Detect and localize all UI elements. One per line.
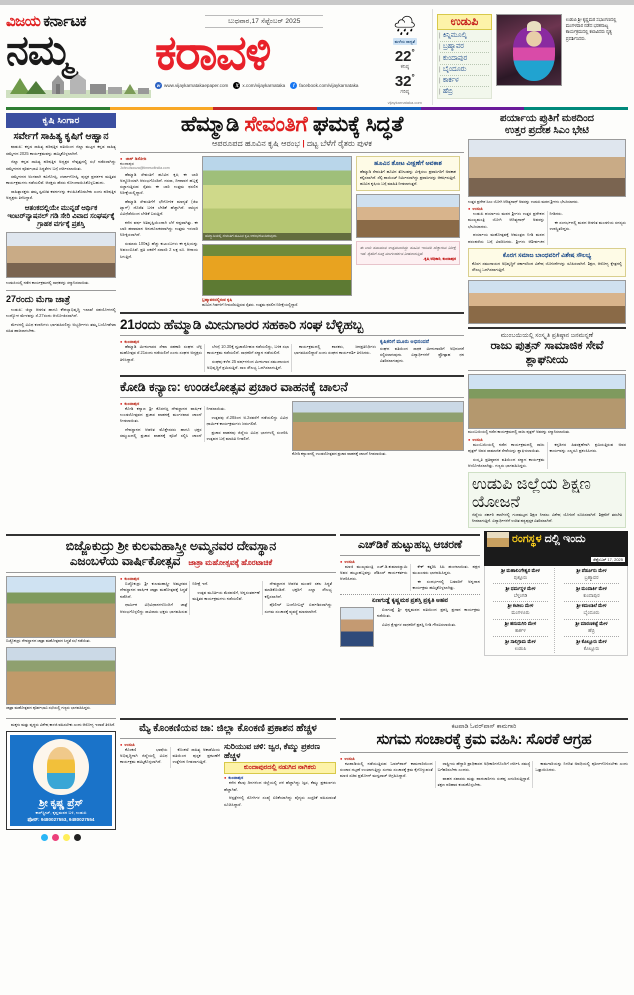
sidebar-para: ಸಾಹಿತ್ಯಾಸಕ್ತರು ತಮ್ಮ ಸ್ವರಚಿತ ಕವನಗಳನ್ನು ಕಳುಹಿಸಿಕೊಡಬೇಕು ಎಂದು ಪರಿಷತ್ತಿನ ಅಧ್ಯಕ್ಷರು ತಿಳಿಸಿದ್ದಾರೆ. (6, 189, 116, 201)
procession-photo (356, 194, 460, 238)
hdk-byline: ● ಉಡುಪಿ (340, 559, 480, 564)
registration-dots (6, 834, 116, 841)
stage-name: ಶ್ರೀ ಪೆರ್ಡೂರು ಮೇಳ (576, 567, 607, 573)
city-item[interactable]: | ಬ್ರಹ್ಮಾವರ (440, 42, 489, 53)
lead-para: ಹೆಮ್ಮಾಡಿ ಸೇವಂತಿಗೆ ಹೂವಿನ ಕೃಷಿ ಈ ಬಾರಿ ಅದ್ಧೂರಿಯಾಗಿ ಆರಂಭಗೊಂಡಿದೆ. ದಸರಾ, ದೀಪಾವಳಿ ಹಬ್ಬಕ್ಕೆ ಸಜ್ಜಾಗುತ್ತಿರುವ ರೈತರು ಈ ಬಾರಿ ಉತ್ತಮ ಫಸಲಿನ ನಿರೀಕ್ಷೆಯಲ್ಲಿದ್ದಾರೆ. (120, 171, 198, 196)
right-box1-title: ಕೊರಗ ಸಮಾಜ ಬಾಂಧವರಿಗೆ ವಿಶೇಷ ಸೌಲಭ್ಯ (502, 251, 592, 259)
max-temp-label: ಗರಿಷ್ಠ (400, 89, 410, 95)
temple-photo1-caption: ಬಿಜ್ಜೊಕುದ್ರು ದೇವಸ್ಥಾನದ ಜಾತ್ರಾ ಮಹೋತ್ಸವದ ಸಿದ್ಧತೆ ಸಭೆ ನಡೆಯಿತು. (6, 639, 91, 644)
city-item[interactable]: | ಬೈಂದೂರು (440, 65, 489, 76)
stage-box-header (484, 531, 628, 548)
stage-place: ಕೊಲ್ಲೂರು (583, 645, 600, 651)
stage-place: ಹೆಬ್ರಿ (588, 628, 595, 634)
stage-entry (487, 621, 554, 635)
right-story2-headline: ರಾಜು ಪುತ್ರನ್ ಸಾಮಾಜಿಕ ಸೇವೆ ಶ್ಲಾಘನೀಯ (490, 340, 604, 366)
stage-col-1 (487, 568, 555, 653)
globe-icon: w (156, 83, 161, 88)
temple-subline (6, 554, 336, 569)
stage-date-row (484, 548, 628, 566)
bottom-story-c (340, 715, 628, 841)
temple-para: ಪೊಲೀಸ್ ಬಂದೋಬಸ್ತ್ ಏರ್ಪಡಿಸಲಾಗಿದ್ದು ಸುಗಮ ಸಂಚಾರಕ್ಕೆ ವ್ಯವಸ್ಥೆ ಮಾಡಲಾಗಿದೆ. (264, 602, 332, 614)
divider (120, 718, 336, 720)
divider (6, 534, 336, 536)
hdk-para: ಈ ಸಂದರ್ಭದಲ್ಲಿ ಬಡವರಿಗೆ ಅನ್ನದಾನ ಕಾರ್ಯಕ್ರಮ ಹಮ್ಮಿಕೊಳ್ಳಲಾಗಿತ್ತು. (412, 578, 480, 590)
bottom-c-byline: ● ಉಡುಪಿ (340, 756, 628, 761)
felicitation-photo (468, 374, 626, 429)
stage-entry (558, 568, 625, 582)
hdk-para: ಮಾಜಿ ಮುಖ್ಯಮಂತ್ರಿ ಎಚ್.ಡಿ.ಕುಮಾರಸ್ವಾಮಿ ಅವರ ಹುಟ್ಟುಹಬ್ಬವನ್ನು ಜೆಡಿಎಸ್ ಕಾರ್ಯಕರ್ತರು ಆಚರಿಸಿದರು. (340, 563, 408, 582)
bottom-ad-col (6, 715, 116, 841)
krishna-figure (47, 747, 75, 789)
ad-phone: ಫೋನ್: 9480027553, 9480027554 (27, 817, 95, 823)
right-story1-byline: ● ಉಡುಪಿ (468, 206, 626, 211)
sidebar-photo (6, 232, 116, 278)
flower-field-photo (202, 156, 352, 241)
color-rule (6, 107, 628, 110)
stage-entry (558, 639, 625, 653)
right-story2-byline: ● ಉಡುಪಿ (468, 437, 626, 442)
story2-para: ಕಾರ್ಯಕ್ರಮದಲ್ಲಿ ಶಾಸಕರು, ಜನಪ್ರತಿನಿಧಿಗಳು ಭಾಗವಹಿಸಲಿದ್ದಾರೆ ಎಂದು ಸಂಘದ ಕಾರ್ಯದರ್ಶಿ ತಿಳಿಸಿದರು. (294, 344, 376, 356)
stage-name: ಶ್ರೀ ಸಾಲಿಗ್ರಾಮ ಮೇಳ (505, 638, 536, 644)
left-sidebar (6, 113, 116, 528)
temple-para: ಬಿಜ್ಜೊಕುದ್ರು ಶ್ರೀ ಕುಲಮಹಾಸ್ತ್ರೀ ಅಮ್ಮನವರ ದೇವಸ್ಥಾನದ ವಾರ್ಷಿಕ ಜಾತ್ರಾ ಮಹೋತ್ಸವಕ್ಕೆ ಸಿದ್ಧತೆ ನಡೆದಿದೆ. (120, 581, 188, 599)
link-facebook-label: facebook.com/vijaykarnataka (299, 83, 359, 88)
temple-story (6, 531, 336, 713)
stage-entry (487, 639, 554, 653)
sidebar-body (6, 144, 116, 201)
masthead-title-block (155, 9, 374, 105)
ad-inner (10, 735, 112, 826)
lead-sidebox-col (356, 156, 460, 309)
right-story2-kicker: ಮುಂಬಯಿಯಲ್ಲಿ ಸಂಸ್ಕೃತಿ ಪ್ರತಿಷ್ಠಾನ ಜನಮನ್ನಣೆ (500, 332, 594, 340)
dancer-figure (513, 27, 555, 81)
right-box2-title: ಉಡುಪಿ ಜಿಲ್ಲೆಯ ಶಿಕ್ಷಣ ಯೋಜನೆ (472, 475, 591, 511)
temple-photo-col (6, 576, 116, 712)
edition-title: ಉಡುಪಿ (437, 14, 492, 30)
temple-kicker: ಜಾತ್ರಾ ಮಹೋತ್ಸವಕ್ಕೆ ಹೊರಟಾಚಿಕೆ (188, 558, 273, 568)
story3-layout (120, 401, 464, 458)
weather-badge: ಮಳೆಯ ಸಾಧ್ಯತೆ (394, 39, 415, 44)
city-item[interactable]: | ಹೆಬ್ರಿ (440, 87, 489, 97)
advertisement (6, 731, 116, 830)
story3-body (120, 406, 288, 442)
right-story1-body (468, 211, 626, 245)
bottom-c-kicker: ಕಟಪಾಡಿ ಓವರ್‌ಪಾಸ್ ಕಾಮಗಾರಿ (451, 723, 517, 731)
main-column (120, 113, 464, 528)
bottom-story-ab (120, 715, 336, 841)
lead-text-col (120, 156, 198, 309)
bottom-c-body (340, 761, 628, 788)
stage-entry (558, 586, 625, 600)
sidebar-photo-caption: ಉಡುಪಿಯಲ್ಲಿ ನಡೆದ ಕಾರ್ಯಕ್ರಮದಲ್ಲಿ ಸಾಧಕರನ್ನು ಸನ್ಮಾನಿಸಲಾಯಿತು. (6, 280, 90, 285)
bottom-left-text (6, 722, 116, 728)
weather-url: vijaykarnataka.com (387, 100, 422, 105)
lead-subhead (120, 139, 464, 149)
right-box1-text: ಕೊರಗ ಸಮುದಾಯದ ಅಭಿವೃದ್ಧಿಗೆ ಸರ್ಕಾರದಿಂದ ವಿಶೇಷ ಯೋಜನೆಗಳನ್ನು ರೂಪಿಸಲಾಗಿದೆ. ಶಿಕ್ಷಣ, ಆರೋಗ್ಯ ಕ್ಷೇತ್ರದಲ್ಲಿ ಸೌಲಭ್ಯ ಒದಗಿಸಲಾಗುತ್ತಿದೆ. (472, 261, 622, 273)
temple-para: ದೇವಸ್ಥಾನದ ಆಡಳಿತ ಮಂಡಳಿ ಸಕಲ ಸಿದ್ಧತೆ ಮಾಡಿಕೊಂಡಿದೆ. ಭಕ್ತರಿಗೆ ಎಲ್ಲಾ ಸೌಲಭ್ಯ ಕಲ್ಪಿಸಲಾಗಿದೆ. (264, 581, 332, 599)
temple-sub: ಎಜಂಬಳೆಯ ವಾರ್ಷಿಕೋತ್ಸವ (69, 554, 181, 569)
lead-byline-email: John.dsouza@timesofindia.com (120, 165, 170, 170)
stage-entry (487, 586, 554, 600)
divider (6, 718, 116, 719)
stage-place: ಕುಂದಾಪುರ (583, 592, 600, 598)
stage-entry (487, 568, 554, 582)
link-epaper-label: www.vijaykarnatakaepaper.com (164, 83, 229, 88)
weather-min-temp: 22° (394, 48, 415, 65)
bottom-c-para: ವಾಹನ ಸವಾರರು ಮತ್ತು ಪಾದಚಾರಿಗಳು ಸಂಕಷ್ಟ ಎದುರಿಸುತ್ತಿದ್ದಾರೆ. ತಕ್ಷಣ ಪರಿಹಾರ ಕಂಡುಕೊಳ್ಳಬೇಕು. (437, 775, 531, 787)
story2-layout (120, 339, 464, 371)
stage-name: ಶ್ರೀ ಮಾರಣಕಟ್ಟೆ ಮೇಳ (575, 621, 608, 627)
bottom-c-para: ರಾಷ್ಟ್ರೀಯ ಹೆದ್ದಾರಿ ಪ್ರಾಧಿಕಾರದ ಅಧಿಕಾರಿಗಳೊಂದಿಗೆ ಚರ್ಚಿಸಿ ಸಮಸ್ಯೆ ಬಗೆಹರಿಸಬೇಕು ಎಂದರು. (437, 760, 531, 772)
lead-subhead-right: ದಟ್ಟ ಬೆಳೆಗೆ ರೈತರು ಪುಳಕ (306, 138, 372, 148)
story3-byline: ● ಕುಂದಾಪುರ (120, 401, 288, 406)
max-temp-value: 32 (394, 73, 412, 90)
stage-name: ಶ್ರೀ ಮಂದಾರ್ತಿ ಮೇಳ (576, 585, 607, 591)
edition-city-list (437, 30, 492, 99)
min-temp-value: 22 (394, 48, 412, 65)
lead-para: ಸುಮಾರು 100ಕ್ಕೂ ಹೆಚ್ಚು ಕುಟುಂಬಗಳು ಈ ಕೃಷಿಯನ್ನು ಅವಲಂಬಿಸಿವೆ. ಪ್ರತಿ ಎಕರೆಗೆ ಸರಾಸರಿ 2 ಲಕ್ಷ ರೂ. ಆದಾಯ ಸಿಗುತ್ತಿದೆ. (120, 241, 198, 259)
stage-place: ಕಾರ್ಕಳ (515, 628, 526, 634)
right-box2-text: ಜಿಲ್ಲೆಯ ಸರ್ಕಾರಿ ಶಾಲೆಗಳಲ್ಲಿ ಗುಣಮಟ್ಟದ ಶಿಕ್ಷಣ ನೀಡಲು ವಿಶೇಷ ಯೋಜನೆ ರೂಪಿಸಲಾಗಿದೆ. ಶಿಕ್ಷಕರಿಗೆ ತರಬೇತಿ ನೀಡಲಾಗುತ್ತಿದೆ. ವಿದ್ಯಾರ್ಥಿಗಳಿಗೆ ಉಚಿತ ಪಠ್ಯಪುಸ್ತಕ ವಿತರಿಸಲಾಗಿದೆ. (472, 511, 622, 523)
temple-para: ಧಾರ್ಮಿಕ ವಿಧಿವಿಧಾನಗಳೊಂದಿಗೆ ಜಾತ್ರೆ ಆರಂಭಗೊಳ್ಳಲಿದ್ದು ಸಾವಿರಾರು ಭಕ್ತರು ಭಾಗವಹಿಸುವ ನಿರೀಕ್ಷೆ ಇದೆ. (120, 581, 209, 614)
hdk-sub-layout (340, 607, 480, 647)
photo-caption: ಹೆಮ್ಮಾಡಿಯಲ್ಲಿ ಸೇವಂತಿಗೆ ಹೂವಿನ ಕೃಷಿ ಆರಂಭಗೊಂಡಿರುವುದು. (203, 233, 351, 240)
bottom-left-para: ಮಕ್ಕಳು ಮತ್ತು ವೃದ್ಧರು ವಿಶೇಷ ಕಾಳಜಿ ವಹಿಸಬೇಕು ಎಂದು ಆರೋಗ್ಯ ಇಲಾಖೆ ತಿಳಿಸಿದೆ. (11, 722, 116, 728)
stage-entry (558, 603, 625, 617)
bottom-c-headline: ಸುಗಮ ಸಂಚಾರಕ್ಕೆ ಕ್ರಮ ವಹಿಸಿ: ಸೊರಕೆ ಆಗ್ರಹ (376, 731, 592, 749)
divider (340, 594, 480, 595)
chariot-photo (292, 401, 464, 451)
bottom-c-para: ಕಾಮಗಾರಿಯನ್ನು ನಿಗದಿತ ಅವಧಿಯಲ್ಲಿ ಪೂರ್ಣಗೊಳಿಸಬೇಕು ಎಂದು ಒತ್ತಾಯಿಸಿದರು. (535, 760, 628, 772)
link-x[interactable] (233, 82, 285, 89)
quote-author: -ಕೃಷಿ ಅಧಿಕಾರಿ, ಕುಂದಾಪುರ (423, 256, 456, 261)
side-box-title: ಹೂವಿನ ತೋಟ ವೀಕ್ಷಣೆಗೆ ಅವಕಾಶ (374, 159, 442, 167)
side-box-text: ಹೆಮ್ಮಾಡಿ ಸೇವಂತಿಗೆ ಹೂವಿನ ತೋಟವನ್ನು ವೀಕ್ಷಿಸಲು ಪ್ರವಾಸಿಗರಿಗೆ ಅವಕಾಶ ಕಲ್ಪಿಸಲಾಗಿದೆ. ಸೆಲ್ಫಿ ಪಾಯಿಂಟ್ ನಿರ್ಮಿಸಲಾಗಿದ್ದು ಪ್ರವಾಸಿಗರನ್ನು ಆಕರ್ಷಿಸುತ್ತಿದೆ. ಹೂವಿನ ಕೃಷಿಯ ಬಗ್ಗೆ ಮಾಹಿತಿ ನೀಡಲಾಗುತ್ತದೆ. (360, 169, 456, 187)
stage-name: ಶ್ರೀ ಕೊಲ್ಲೂರು ಮೇಳ (576, 638, 607, 644)
stage-name: ಶ್ರೀ ಧರ್ಮಸ್ಥಳ ಮೇಳ (505, 585, 536, 591)
right-h1-l2: ಉತ್ತರ ಪ್ರದೇಶ ಸಿಎಂ ಭೇಟಿ (505, 125, 589, 136)
marigold-photo (202, 244, 352, 296)
story2-sidebox (380, 339, 464, 371)
right-story2-body (468, 442, 626, 469)
temple-body (120, 581, 332, 615)
lead-headline (120, 113, 464, 137)
story2-sidebox-title: ಕೃಷಿಕರಿಗೆ ಮೂರು ಅಭಿನಂದನೆ (380, 339, 429, 346)
masthead (0, 5, 634, 105)
byline-name: ಜಾನ್ ಡಿಸೋಜ (125, 155, 147, 161)
sidebar-subhead-2: ಆತಂಕದಲ್ಲಿಯೇ ಮುನ್ನಡೆ ಆರ್ಥಿಕ ಇಂಟರ್‌ನ್ಯಾಷನಲ್ ಗಡಿ ಸೇರಿ ವಿವಾದ ಸಂಘರ್ಷಕ್ಕೆ ಗ್ರಾಹಕ ವರ್ಗಕ್ಕೆ ಪ್ರಶಸ್ತಿ (7, 204, 115, 229)
edition-selector (437, 9, 492, 105)
lead-byline-place: ಕುಂದಾಪುರ (120, 160, 134, 166)
bottom-story-a-headline: ಸುರಿಯುವ ಚಳಿ: ಜ್ವರ, ಕೆಮ್ಮು ಪ್ರಕರಣ ಹೆಚ್ಚಳ (224, 741, 321, 761)
story3-para: ಪ್ರಚಾರ ವಾಹನವು ಜಿಲ್ಲೆಯ ವಿವಿಧ ಭಾಗಗಳಲ್ಲಿ ಸಂಚರಿಸಿ ಉತ್ಸವದ ಬಗ್ಗೆ ಮಾಹಿತಿ ನೀಡಲಿದೆ. (206, 429, 288, 441)
bottom-b-para: ಕೊಂಕಣಿ ಭಾಷೆಯ ಅಭಿವೃದ್ಧಿಗಾಗಿ ಜಿಲ್ಲೆಯಲ್ಲಿ ವಿವಿಧ ಕಾರ್ಯಕ್ರಮ ಹಮ್ಮಿಕೊಳ್ಳಲಾಗಿದೆ. (120, 746, 168, 765)
lead-subhead-left: ಆಪರೂಪದ ಹೂವಿನ ಕೃಷಿ ಆರಂಭ (212, 138, 301, 148)
story2-headline: 21ರಂದು ಹೆಮ್ಮಾಡಿ ಮೀನುಗಾರರ ಸಹಕಾರಿ ಸಂಘ ಬೆಳ್ಳಿಹಬ್ಬ (120, 316, 364, 332)
divider (120, 397, 464, 398)
sidebar-banner: ಕೃಷಿ ಸಿಂಗಾರ (6, 113, 116, 128)
bottom-story-a-sub: ಕುಂದಾಪುರದಲ್ಲಿ ನಡುಗಿದ ನಾಗಿಕರು (224, 762, 336, 774)
temple-text-col (120, 576, 332, 712)
stage-place: ಬೈಂದೂರು (583, 610, 600, 616)
stage-entry (558, 621, 625, 635)
stage-place: ಉಡುಪಿ (514, 645, 527, 651)
divider (340, 752, 628, 753)
bharatanatyam-dancer-photo (496, 14, 562, 86)
right-box2 (468, 472, 626, 528)
bottom-a-para: ಆಸ್ಪತ್ರೆಗಳಲ್ಲಿ ರೋಗಿಗಳ ಸಂಖ್ಯೆ ಏರಿಕೆಯಾಗಿದ್ದು ವೈದ್ಯರು ಎಚ್ಚರಿಕೆ ವಹಿಸುವಂತೆ ಸೂಚಿಸಿದ್ದಾರೆ. (224, 795, 336, 807)
hdk-sub-para: ಏಣಗುಡ್ಡೆ ಶ್ರೀ ಕೃಷ್ಣಮಠದ ವತಿಯಿಂದ ಪ್ರಶಸ್ತಿ ಪ್ರದಾನ ಕಾರ್ಯಕ್ರಮ ನಡೆಯಿತು. (377, 607, 480, 619)
masthead-links (155, 82, 374, 89)
divider (340, 555, 480, 556)
title-namma: ನಮ್ಮ (6, 27, 72, 73)
sidebar-headline: ಸರ್ವೇಗೆ ಸಾಹಿತ್ಯ ಕೃಷಿಗೆ ಆಹ್ವಾನ (13, 131, 109, 142)
city-item[interactable]: | ಕಿನ್ನಿಮೂಲ್ಕಿ (440, 31, 489, 42)
body-grid (0, 110, 634, 528)
min-temp-label: ಕನಿಷ್ಠ (400, 64, 409, 70)
skyline-graphic (6, 72, 151, 98)
temple-crowd-photo (6, 647, 116, 705)
divider (120, 335, 464, 336)
lead-subhead-sep: | (302, 138, 305, 148)
divider (468, 370, 626, 371)
stage-listing (484, 531, 628, 713)
weather-max-temp: 32° (394, 73, 415, 90)
lead-para: ಹೆಮ್ಮಾಡಿ ಸೇವಂತಿಗೆಗೆ ಭೌಗೋಳಿಕ ಮಾನ್ಯತೆ (ಜಿಐ ಟ್ಯಾಗ್) ದೊರೆತ ಬಳಿಕ ಬೇಡಿಕೆ ಹೆಚ್ಚಾಗಿದೆ. ರಾಜ್ಯದ ವಿವಿಧೆಡೆಯಿಂದ ಬೇಡಿಕೆ ಬರುತ್ತಿದೆ. (120, 198, 198, 217)
lead-story-layout (120, 156, 464, 309)
person-portrait (340, 607, 374, 647)
temple-byline: ● ಕುಂದಾಪುರ (120, 576, 332, 581)
right-story1-photo-caption: ಉತ್ತರ ಪ್ರದೇಶ ಸಿಎಂ ಯೋಗಿ ಆದಿತ್ಯನಾಥ್ ಅವರನ್ನು ಉಡುಪಿ ಮಠದ ಶ್ರೀಗಳು ಭೇಟಿಯಾದರು. (468, 200, 579, 204)
stage-name: ಶ್ರೀ ಮಹಾಲಿಂಗೇಶ್ವರ ಮೇಳ (501, 567, 540, 573)
title-karavali: ಕರಾವಳಿ (155, 27, 270, 80)
weather-widget (378, 9, 433, 105)
brand-karnataka: ಕರ್ನಾಟಕ (43, 13, 87, 30)
bottom-ab-layout (120, 742, 336, 810)
story2-body (120, 344, 376, 371)
lead-photo-col (202, 156, 352, 309)
right-s2-para: ಮುಂಬಯಿಯಲ್ಲಿ ನಡೆದ ಕಾರ್ಯಕ್ರಮದಲ್ಲಿ ರಾಜು ಪುತ್ರನ್ ಅವರ ಸಾಮಾಜಿಕ ಸೇವೆಯನ್ನು ಶ್ಲಾಘಿಸಲಾಯಿತು. (468, 441, 545, 453)
right-story1-headline (468, 113, 626, 137)
divider (340, 534, 480, 536)
story3-para: ಉತ್ಸವವು ಸೆ.28ರಿಂದ ಅ.2ರವರೆಗೆ ನಡೆಯಲಿದ್ದು ವಿವಿಧ ಧಾರ್ಮಿಕ ಕಾರ್ಯಕ್ರಮಗಳು ಜರುಗಲಿವೆ. (206, 414, 288, 426)
ad-address: ಕಾರ್‌ಸ್ಟ್ರೀಟ್, ಕೃಷ್ಣಮಠದ ಬಳಿ, ಉಡುಪಿ (35, 810, 87, 816)
top-photo-block (496, 9, 562, 105)
photo2-label: ಬ್ರಹ್ಮಾವರದಲ್ಲಿರುವ ಕೃಷಿ (202, 296, 233, 302)
right-h1-l1: ಪರ್ಯಾಯ ಪ್ರುತಿಗೆ ಮಠದಿಂದ (500, 113, 594, 124)
story3-para: ಕೋಡಿ ಕನ್ಯಾಣ ಶ್ರೀ ಕೊರಗಜ್ಜ ದೇವಸ್ಥಾನದ ವಾರ್ಷಿಕ ಉಂಡಲೋತ್ಸವದ ಪ್ರಚಾರ ವಾಹನಕ್ಕೆ ಮಂಗಳವಾರ ಚಾಲನೆ ನೀಡಲಾಯಿತು. (120, 405, 202, 424)
bottom-b-para: ಕೊಂಕಣಿ ಸಾಹಿತ್ಯ ಅಕಾಡೆಮಿಯ ವತಿಯಿಂದ ಪುಸ್ತಕ ಪ್ರಕಟಣೆಗೆ ಉತ್ತೇಜನ ನೀಡಲಾಗುತ್ತಿದೆ. (172, 746, 220, 765)
divider (468, 327, 626, 329)
divider (6, 290, 116, 291)
lead-para: ಕಳೆದ ವರ್ಷ ಅತಿವೃಷ್ಟಿಯಿಂದಾಗಿ ಬೆಳೆ ನಷ್ಟವಾಗಿತ್ತು. ಈ ಬಾರಿ ಹವಾಮಾನ ಅನುಕೂಲಕರವಾಗಿದ್ದು ಉತ್ತಮ ಇಳುವರಿ ನಿರೀಕ್ಷಿಸಲಾಗಿದೆ. (120, 220, 198, 238)
right-box1 (468, 248, 626, 278)
sidebar-body-3 (6, 307, 116, 334)
hdk-sub-body (377, 607, 480, 647)
link-facebook[interactable] (290, 82, 358, 89)
bottom-a-byline: ● ಕುಂದಾಪುರ (224, 775, 336, 780)
temple-meeting-photo (6, 576, 116, 638)
story2-byline: ● ಕುಂದಾಪುರ (120, 339, 376, 344)
hdk-sub-para: ವಿವಿಧ ಕ್ಷೇತ್ರಗಳ ಸಾಧಕರಿಗೆ ಪ್ರಶಸ್ತಿ ನೀಡಿ ಗೌರವಿಸಲಾಯಿತು. (382, 622, 457, 628)
hdk-para: ಕೇಕ್ ಕತ್ತರಿಸಿ ಸಿಹಿ ಹಂಚಲಾಯಿತು. ಪಕ್ಷದ ಮುಖಂಡರು ಭಾಗವಹಿಸಿದ್ದರು. (412, 563, 480, 576)
divider (120, 375, 464, 377)
lead-quote-box (356, 241, 460, 265)
temple-layout (6, 576, 336, 712)
divider (120, 312, 464, 314)
right-s1-para: ಈ ಸಂದರ್ಭದಲ್ಲಿ ಮಠದ ಆಡಳಿತ ಮಂಡಳಿಯ ಸದಸ್ಯರು ಉಪಸ್ಥಿತರಿದ್ದರು. (549, 219, 626, 232)
sidebar-para-3: ಉಡುಪಿ: ಜಿಲ್ಲಾ ಆಡಳಿತ ಹಾಗೂ ಕೌಶಲ್ಯಾಭಿವೃದ್ಧಿ ಇಲಾಖೆ ಸಹಯೋಗದಲ್ಲಿ ಉದ್ಯೋಗ ಮೇಳವನ್ನು ಸೆ.27ರಂದು ಆಯೋಜಿಸಲಾಗಿದೆ. (6, 306, 116, 318)
issue-date: ಬುಧವಾರ,17 ಸೆಪ್ಟೆಂಬರ್ 2025 (205, 15, 323, 28)
city-item[interactable]: | ಕಾರ್ಕಳ (440, 76, 489, 87)
facebook-icon: f (290, 82, 297, 89)
city-item[interactable]: | ಕುಂದಾಪುರ (440, 53, 489, 64)
sidebar-para-3: ಮೇಳದಲ್ಲಿ ವಿವಿಧ ಕಂಪನಿಗಳು ಭಾಗವಹಿಸಲಿದ್ದು ಅಭ್ಯರ್ಥಿಗಳು ತಮ್ಮ ಬಯೋಡೇಟಾ ಸಹಿತ ಹಾಜರಾಗಬೇಕು. (6, 321, 116, 333)
divider (120, 152, 464, 153)
bottom-a-block (224, 742, 336, 810)
link-x-label: x.com/vijaykarnataka (242, 83, 286, 88)
brand-vijaya: ವಿಜಯ (6, 13, 41, 30)
right-s2-para: ಸಂಸ್ಕೃತಿ ಪ್ರತಿಷ್ಠಾನದ ವತಿಯಿಂದ ಸನ್ಮಾನ ಕಾರ್ಯಕ್ರಮ ಆಯೋಜಿಸಲಾಗಿತ್ತು. ಗಣ್ಯರು ಭಾಗವಹಿಸಿದ್ದರು. (468, 456, 545, 468)
sidebar-para: ಜಿಲ್ಲಾ ಕನ್ನಡ ಸಾಹಿತ್ಯ ಪರಿಷತ್ತಿನ ಅಧ್ಯಕ್ಷರ ನೇತೃತ್ವದಲ್ಲಿ ಸಭೆ ನಡೆಸಲಾಗಿದ್ದು ಸಮ್ಮೇಳನದ ಪೂರ್ವಭಾವಿ ಸಿದ್ಧತೆಗಳ ಬಗ್ಗೆ ಚರ್ಚಿಸಲಾಯಿತು. (6, 159, 116, 171)
ad-business-name: ಶ್ರೀ ಕೃಷ್ಣ ಪ್ರೆಸ್ (38, 798, 84, 810)
right-story2-photo-caption: ಮುಂಬಯಿಯಲ್ಲಿ ನಡೆದ ಕಾರ್ಯಕ್ರಮದಲ್ಲಿ ರಾಜು ಪುತ್ರನ್ ಅವರನ್ನು ಸನ್ಮಾನಿಸಲಾಯಿತು. (468, 430, 571, 435)
right-column (468, 113, 626, 528)
bottom-a-para: ಕಳೆದ ಕೆಲವು ದಿನಗಳಿಂದ ಜಿಲ್ಲೆಯಲ್ಲಿ ಚಳಿ ಹೆಚ್ಚಾಗಿದ್ದು ಜ್ವರ, ಕೆಮ್ಮು ಪ್ರಕರಣಗಳು ಹೆಚ್ಚಾಗಿವೆ. (224, 780, 336, 792)
stage-place: ಬೆಳ್ತಂಗಡಿ (513, 592, 528, 598)
hdk-sub-headline: ಏಣಗುಡ್ಡೆ ಕೃಷ್ಣಮಠ ಪ್ರಶಸ್ತಿ ಪ್ರಕೃತಿ ಅಹವ (371, 598, 449, 605)
story3-para: ದೇವಸ್ಥಾನದ ಆಡಳಿತ ಮೊಕ್ತೇಸರರು ಹಾಗೂ ಭಕ್ತರ ಸಮ್ಮುಖದಲ್ಲಿ ಪ್ರಚಾರ ವಾಹನಕ್ಕೆ ಪೂಜೆ ಸಲ್ಲಿಸಿ ಚಾಲನೆ ನೀಡಲಾಯಿತು. (120, 405, 226, 439)
stage-columns (484, 566, 628, 656)
story3-headline: ಕೋಡಿ ಕನ್ಯಾಣ: ಉಂಡಲೋತ್ಸವ ಪ್ರಚಾರ ವಾಹನಕ್ಕೆ ಚಾಲನೆ (120, 379, 348, 394)
top-photo-caption: ಉಡುಪಿ ಶ್ರೀ ಕೃಷ್ಣಮಠ ಸಭಾಂಗಣದಲ್ಲಿ ಮಂಗಳವಾರ ನಡೆದ ಭರತನಾಟ್ಯ ಕಾರ್ಯಕ್ರಮದಲ್ಲಿ ಕಲಾವಿದರು ನೃತ್ಯ ಪ್ರದರ್ಶಿಸಿದರು. (565, 17, 617, 41)
temple-headline: ಬಿಜ್ಜೊಕುದ್ರು ಶ್ರೀ ಕುಲಮಹಾಸ್ತ್ರೀ ಅಮ್ಮನವರ ದೇವಸ್ಥಾನ (65, 538, 277, 553)
lead-headline-red: ಸೇವಂತಿಗೆ (244, 113, 308, 136)
bottom-c-para: ಕಟಪಾಡಿಯಲ್ಲಿ ನಡೆಯುತ್ತಿರುವ ಓವರ್‌ಪಾಸ್ ಕಾಮಗಾರಿಯಿಂದ ಸಂಚಾರ ದಟ್ಟಣೆ ಉಂಟಾಗುತ್ತಿದ್ದು ಸುಗಮ ಸಂಚಾರಕ್ಕೆ ಕ್ರಮ ಕೈಗೊಳ್ಳುವಂತೆ ಮಾಜಿ ಸಚಿವ ಪ್ರಮೋದ್ ಮಧ್ವರಾಜ್ ಆಗ್ರಹಿಸಿದ್ದಾರೆ. (340, 760, 433, 779)
story2-para: ಹೆಮ್ಮಾಡಿ ಮೀನುಗಾರರ ಸೇವಾ ಸಹಕಾರಿ ಸಂಘದ ಬೆಳ್ಳಿ ಮಹೋತ್ಸವ ಸೆ.21ರಂದು ನಡೆಯಲಿದೆ ಎಂದು ಸಂಘದ ಅಧ್ಯಕ್ಷರು ತಿಳಿಸಿದ್ದಾರೆ. (120, 344, 202, 362)
sidebar-subhead-3: 27ರಂದು ಮೆಗಾ ಜಾತ್ರೆ (6, 293, 71, 304)
temple-para: ಉತ್ಸವ ಮೂರ್ತಿಯ ಮೆರವಣಿಗೆ, ಅನ್ನಸಂತರ್ಪಣೆ ಮತ್ತಿತರ ಕಾರ್ಯಕ್ರಮಗಳು ನಡೆಯಲಿವೆ. (192, 589, 260, 602)
bottom-story-b-headline: ಮ್ಯೆ ಕೊಂಕಣಿಯವ ಜಾ: ಜಿಲ್ಲಾ ಕೊಂಕಣಿ ಪ್ರಕಾಶನ ಹೆಚ್ಚಳ (139, 723, 317, 735)
lead-body (120, 172, 198, 260)
hdk-headline: ಎಚ್‌ಡಿಕೆ ಹುಟ್ಟುಹಬ್ಬ ಆಚರಣೆ (357, 538, 463, 551)
divider (6, 572, 336, 573)
stage-title-white: ದಲ್ಲಿ ಇಂದು (544, 532, 586, 545)
right-s1-para: ಪರ್ಯಾಯ ಮಹೋತ್ಸವಕ್ಕೆ ಆಮಂತ್ರಣ ನೀಡಿ ಮಠದ ಪರಂಪರೆಯ ಬಗ್ಗೆ ವಿವರಿಸಿದರು. ಶ್ರೀಗಳು ಆಶೀರ್ವಚನ ನೀಡಿದರು. (468, 211, 563, 244)
x-icon: 𝕏 (235, 82, 239, 88)
stage-name: ಶ್ರೀ ಹನುಮಗಿರಿ ಮೇಳ (504, 621, 537, 627)
hdk-story (340, 531, 480, 713)
sidebar-lead: ಉಡುಪಿ: ಕನ್ನಡ ಸಾಹಿತ್ಯ ಪರಿಷತ್ತಿನ ವತಿಯಿಂದ ಜಿಲ್ಲಾ ಮಟ್ಟದ ಕನ್ನಡ ಸಾಹಿತ್ಯ ಸಮ್ಮೇಳನ 2025 ಕಾರ್ಯಕ್ರಮವನ್ನು ಹಮ್ಮಿಕೊಳ್ಳಲಾಗಿದೆ. (6, 144, 116, 156)
stage-place: ಬ್ರಹ್ಮಾವರ (584, 574, 599, 580)
stage-name: ಶ್ರೀ ಕಟೀಲು ಮೇಳ (507, 603, 534, 609)
temple-photo2-caption: ಜಾತ್ರಾ ಮಹೋತ್ಸವದ ಪೂರ್ವಭಾವಿ ಸಭೆಯಲ್ಲಿ ಗಣ್ಯರು ಭಾಗವಹಿಸಿದ್ದರು. (6, 706, 91, 711)
right-s2-para: ಕನ್ನಡಿಗರ ಹಿತರಕ್ಷಣೆಗಾಗಿ ಶ್ರಮಿಸುತ್ತಿರುವ ಅವರ ಕಾರ್ಯವನ್ನು ಎಲ್ಲರೂ ಪ್ರಶಂಸಿಸಿದರು. (549, 441, 626, 453)
lead-headline-p2: ಘಮಕ್ಕೆ ಸಿದ್ಧತೆ (307, 113, 404, 136)
bottom-b-byline: ● ಉಡುಪಿ (120, 742, 220, 747)
story2-sidebox-text: ಸಂಘದ ವತಿಯಿಂದ ಸಾಧಕ ಮೀನುಗಾರರಿಗೆ ಅಭಿನಂದನೆ ಸಲ್ಲಿಸಲಾಗುವುದು. ವಿದ್ಯಾರ್ಥಿಗಳಿಗೆ ಪ್ರೋತ್ಸಾಹ ಧನ ವಿತರಿಸಲಾಗುವುದು. (380, 346, 464, 364)
photo2-caption: ಹೂವಿನ ಗಿಡಗಳಿಗೆ ನೀರುಣಿಸುತ್ತಿರುವ ರೈತರು. ಉತ್ತಮ ಫಸಲಿನ ನಿರೀಕ್ಷೆಯಲ್ಲಿದ್ದಾರೆ. (202, 302, 299, 307)
divider (120, 738, 336, 739)
stage-date: ಸೆಪ್ಟೆಂಬರ್ 17, 2025 (593, 556, 623, 562)
bottom-grid (0, 712, 634, 841)
bottom-a-body (224, 780, 336, 807)
lead-side-box (356, 156, 460, 192)
hdk-body (340, 564, 480, 591)
rain-cloud-icon: 🌧 (392, 16, 417, 37)
stage-name: ಶ್ರೀ ಕಮಲಶಿಲೆ ಮೇಳ (576, 603, 607, 609)
story2-para: ಬೆಳಗ್ಗೆ 10.30ಕ್ಕೆ ಧ್ವಜಾರೋಹಣ ನಡೆಯಲಿದ್ದು, ಬಳಿಕ ಸಭಾ ಕಾರ್ಯಕ್ರಮ ನಡೆಯಲಿದೆ. ಸಾಧಕರಿಗೆ ಸನ್ಮಾನ ನಡೆಯಲಿದೆ. (207, 344, 289, 356)
stage-title-yellow: ರಂಗಸ್ಥಳ (512, 532, 542, 545)
sidebar-para: ಸಮ್ಮೇಳನದ ಅಂಗವಾಗಿ ಕವಿಗೋಷ್ಠಿ, ಚರ್ಚಾಗೋಷ್ಠಿ, ಪುಸ್ತಕ ಪ್ರದರ್ಶನ ಮತ್ತಿತರ ಕಾರ್ಯಕ್ರಮಗಳು ನಡೆಯಲಿವೆ. ಆಸಕ್ತರು ಹೆಸರು ನೋಂದಾಯಿಸಿಕೊಳ್ಳಬಹುದು. (6, 174, 116, 186)
story2-text (120, 339, 376, 371)
stage-entry (487, 603, 554, 617)
link-epaper[interactable] (155, 82, 228, 89)
story3-photo-caption: ಕೋಡಿ ಕನ್ಯಾಣದಲ್ಲಿ ಉಂಡಲೋತ್ಸವದ ಪ್ರಚಾರ ವಾಹನಕ್ಕೆ ಚಾಲನೆ ನೀಡಲಾಯಿತು. (292, 451, 387, 456)
divider (340, 718, 628, 720)
masthead-brand (6, 9, 151, 105)
krishna-flute-icon (33, 739, 89, 795)
mid-section-grid (0, 528, 634, 713)
yakshagana-icon (487, 532, 509, 547)
quote-text: ಈ ಬಾರಿ ಹವಾಮಾನ ಉತ್ತಮವಾಗಿದ್ದು ಹೂವಿನ ಇಳುವರಿ ಹೆಚ್ಚಾಗುವ ನಿರೀಕ್ಷೆ ಇದೆ. ರೈತರಿಗೆ ಸೂಕ್ತ ಮಾರ್ಗದರ್ಶನ ನೀಡಲಾಗುತ್ತಿದೆ. (360, 245, 456, 257)
story2-para: ಸಂಘವು ಕಳೆದ 25 ವರ್ಷಗಳಿಂದ ಮೀನುಗಾರ ಸಮುದಾಯದ ಅಭಿವೃದ್ಧಿಗೆ ಶ್ರಮಿಸುತ್ತಿದೆ. ಸಾಲ ಸೌಲಭ್ಯ ಒದಗಿಸಲಾಗುತ್ತಿದೆ. (207, 359, 289, 371)
bottom-b-text (120, 742, 220, 810)
story3-text (120, 401, 288, 458)
temple-procession-photo (468, 280, 626, 324)
stage-col-2 (558, 568, 625, 653)
stage-place: ಮಂಗಳೂರು (511, 610, 530, 616)
cm-meeting-photo (468, 139, 626, 197)
bottom-b-body (120, 747, 220, 768)
right-s1-para: ಉಡುಪಿ ಪರ್ಯಾಯ ಮಠದ ಶ್ರೀಗಳು ಉತ್ತರ ಪ್ರದೇಶದ ಮುಖ್ಯಮಂತ್ರಿ ಯೋಗಿ ಆದಿತ್ಯನಾಥ್ ಅವರನ್ನು ಭೇಟಿಯಾದರು. (468, 211, 545, 229)
story3-photo-col (292, 401, 464, 458)
stage-place: ಪುತ್ತೂರು (513, 574, 528, 580)
lead-headline-p1: ಹೆಮ್ಮಾಡಿ (180, 113, 245, 136)
